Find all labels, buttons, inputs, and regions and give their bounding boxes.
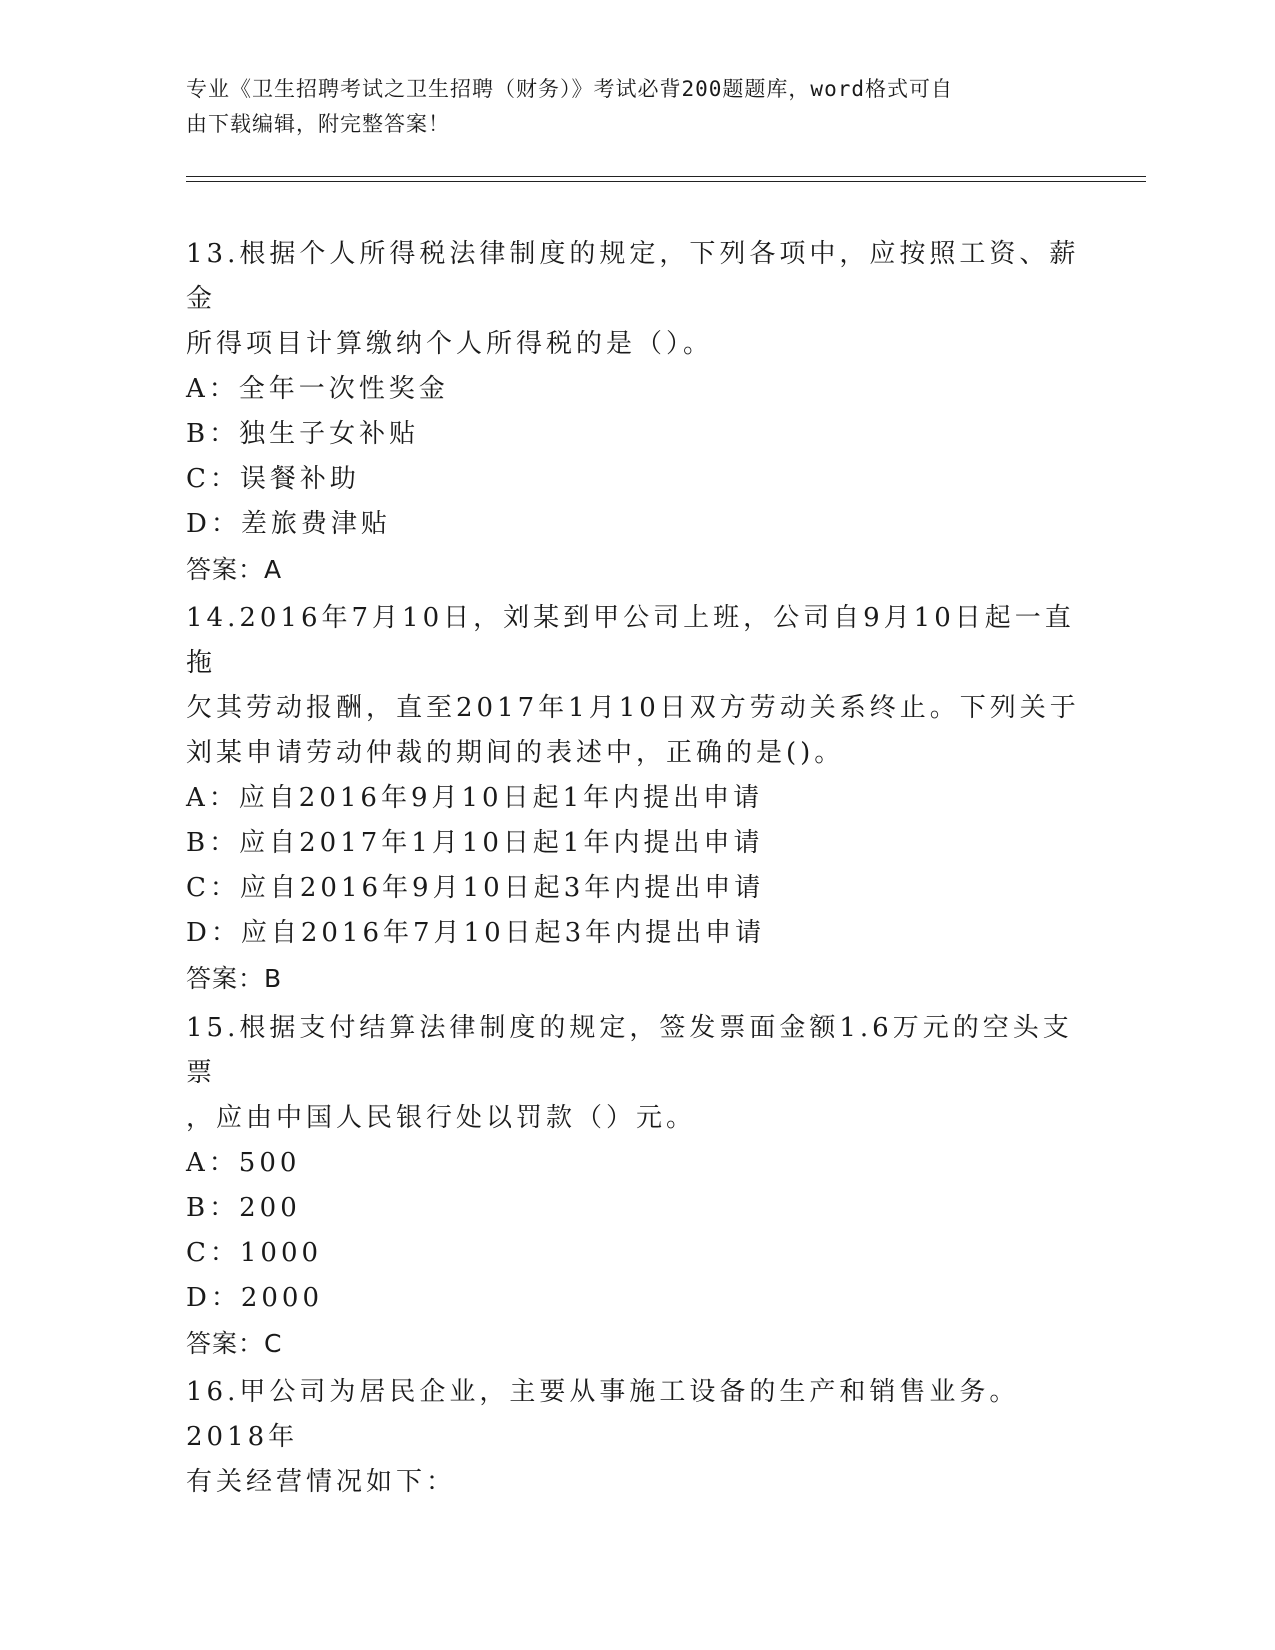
option-a: A：500	[186, 1148, 301, 1178]
document-header	[186, 72, 1086, 142]
header-intro-line-1: 专业《卫生招聘考试之卫生招聘（财务）》考试必背200题题库，word格式可自	[186, 77, 953, 101]
option-c: C：应自2016年9月10日起3年内提出申请	[186, 873, 765, 903]
question-stem-line: 欠其劳动报酬，直至2017年1月10日双方劳动关系终止。下列关于	[186, 693, 1080, 723]
option-d: D：差旅费津贴	[186, 509, 391, 539]
question-14	[186, 596, 1086, 1001]
question-stem-line: 15.根据支付结算法律制度的规定，签发票面金额1.6万元的空头支票	[186, 1013, 1073, 1088]
option-b: B：独生子女补贴	[186, 419, 420, 449]
option-c: C：误餐补助	[186, 464, 360, 494]
option-b: B：应自2017年1月10日起1年内提出申请	[186, 828, 764, 858]
question-stem-line: ，应由中国人民银行处以罚款（）元。	[186, 1103, 697, 1133]
question-stem-line: 13.根据个人所得税法律制度的规定，下列各项中，应按照工资、薪金	[186, 239, 1080, 314]
question-stem-line: 16.甲公司为居民企业，主要从事施工设备的生产和销售业务。2018年	[186, 1377, 1020, 1452]
option-d: D：应自2016年7月10日起3年内提出申请	[186, 918, 766, 948]
option-b: B：200	[186, 1193, 301, 1223]
question-stem-line: 有关经营情况如下：	[186, 1467, 457, 1497]
answer-label: 答案：B	[186, 964, 283, 993]
option-a: A：全年一次性奖金	[186, 374, 449, 404]
question-stem-line: 14.2016年7月10日，刘某到甲公司上班，公司自9月10日起一直拖	[186, 603, 1075, 678]
header-divider-top	[186, 176, 1146, 177]
option-a: A：应自2016年9月10日起1年内提出申请	[186, 783, 764, 813]
option-c: C：1000	[186, 1238, 323, 1268]
question-stem-line: 刘某申请劳动仲裁的期间的表述中，正确的是()。	[186, 738, 845, 768]
question-13	[186, 232, 1086, 592]
answer-label: 答案：A	[186, 555, 283, 584]
header-intro-line-2: 由下载编辑，附完整答案！	[186, 112, 450, 136]
question-stem-line: 所得项目计算缴纳个人所得税的是（）。	[186, 329, 714, 359]
question-16	[186, 1370, 1086, 1505]
option-d: D：2000	[186, 1283, 324, 1313]
question-15	[186, 1006, 1086, 1366]
header-divider-bottom	[186, 181, 1146, 182]
answer-label: 答案：C	[186, 1329, 283, 1358]
